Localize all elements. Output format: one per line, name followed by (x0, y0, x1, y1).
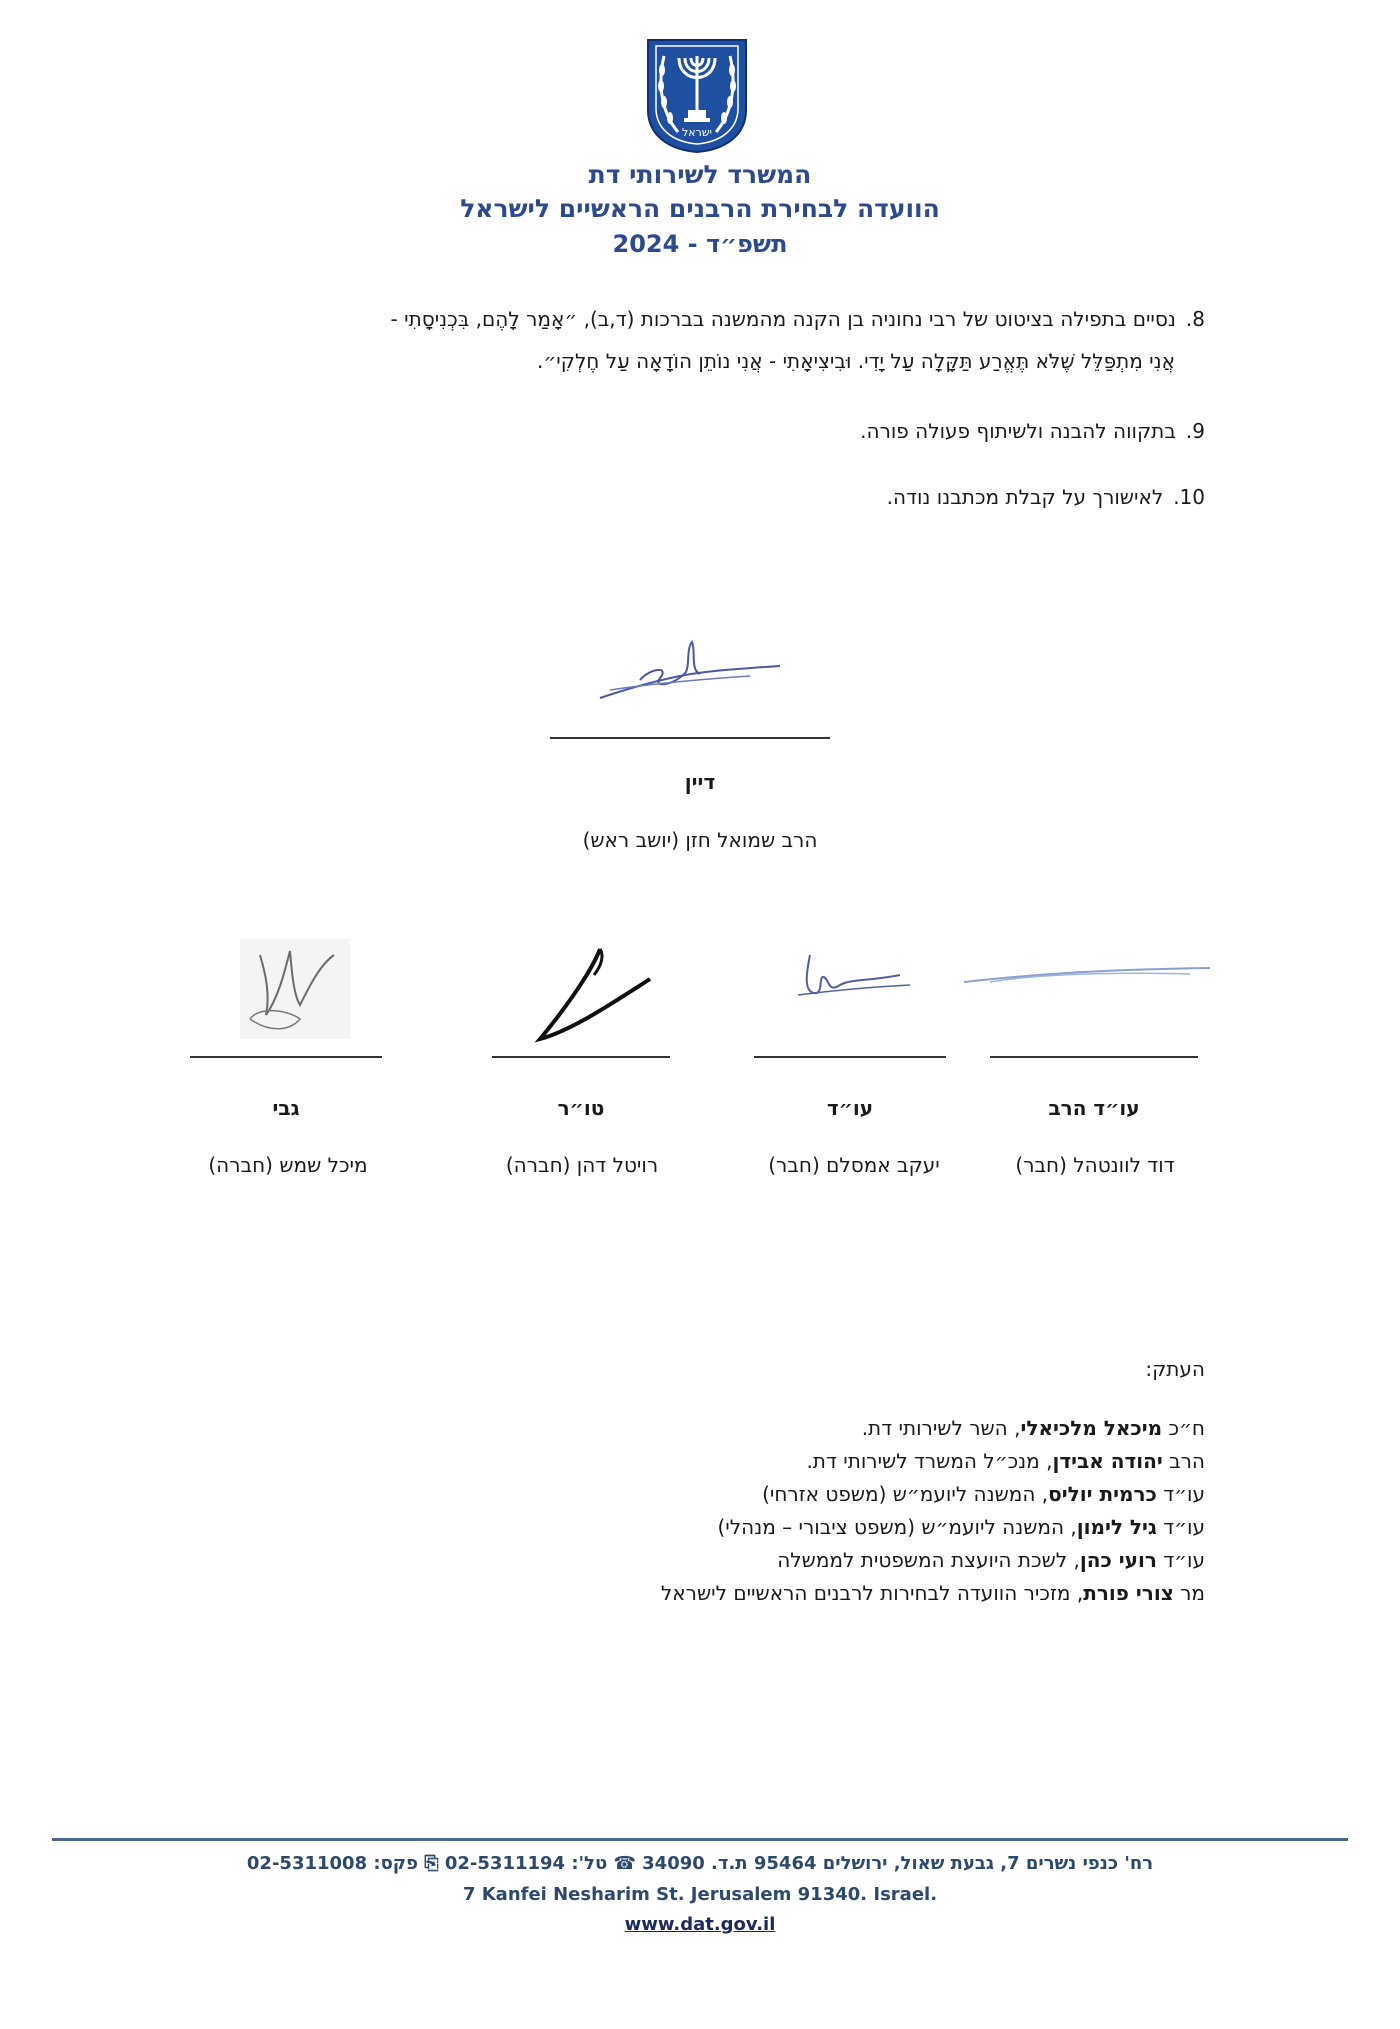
footer-phone: טל': 02-5311194 (444, 1853, 608, 1874)
copy-recipient: עו״ד גיל לימון, המשנה ליועמ״ש (משפט ציבורי – מנהלי) (717, 1515, 1205, 1539)
member-name: דוד לוונטהל (חבר) (1015, 1153, 1175, 1177)
head-signature-line (550, 737, 830, 739)
copy-recipient: הרב יהודה אבידן, מנכ״ל המשרד לשירותי דת. (806, 1449, 1205, 1473)
committee-name: הוועדה לבחירת הרבנים הראשיים לישראל (460, 194, 940, 223)
member-signature-line (754, 1056, 946, 1058)
member-signature-image (230, 935, 360, 1045)
footer-fax: פקס: 02-5311008 (246, 1853, 418, 1874)
member-name: מיכל שמש (חברה) (208, 1153, 368, 1177)
paragraph-number: 9. (1185, 419, 1205, 443)
member-title: עו״ד הרב (1048, 1096, 1140, 1120)
paragraph-8 (175, 298, 1205, 382)
footer-contact-hebrew (100, 1853, 1300, 1874)
emblem-lettering: ישראל (681, 126, 713, 139)
copy-recipient: ח״כ מיכאל מלכיאלי, השר לשירותי דת. (861, 1416, 1205, 1440)
fax-icon: ⎘ (424, 1853, 439, 1874)
paragraph-10 (175, 476, 1205, 518)
copy-recipients-list (305, 1412, 1205, 1610)
member-signature-line (990, 1056, 1198, 1058)
member-name: יעקב אמסלם (חבר) (768, 1153, 940, 1177)
member-signature-line (492, 1056, 670, 1058)
member-signature-image (530, 945, 660, 1045)
footer-divider (52, 1838, 1348, 1841)
paragraph-number: 8. (1185, 307, 1205, 331)
head-signatory-title: דיין (684, 770, 716, 794)
ministry-name: המשרד לשירותי דת (588, 160, 812, 189)
footer-website-link[interactable]: www.dat.gov.il (624, 1914, 776, 1935)
copy-recipient: עו״ד רועי כהן, לשכת היועצת המשפטית לממשלה (777, 1548, 1205, 1572)
member-signature-image (960, 952, 1220, 992)
footer-address-english: 7 Kanfei Nesharim St. Jerusalem 91340. Israel. (462, 1884, 938, 1905)
member-name: רויטל דהן (חברה) (505, 1153, 659, 1177)
paragraph-text-continued: אֲנִי מִתְפַּלֵּל שֶׁלֹּא תֶּאֱרַע תַּקָּלָה עַל יָדִי. וּבִיצִיאָתִי - אֲנִי נוֹתֵן הוֹדָאָה עַל חֶלְקִי״. (537, 349, 1175, 373)
paragraph-number: 10. (1173, 485, 1205, 509)
paragraph-text: נסיים בתפילה בציטוט של רבי נחוניה בן הקנה מהמשנה בברכות (ד,ב), ״אָמַר לָהֶם, בִּכְנִיסָתִי - (390, 307, 1176, 331)
document-year: תשפ״ד - 2024 (612, 230, 788, 258)
footer-address: רח' כנפי נשרים 7, גבעת שאול, ירושלים 95464 ת.ד. 34090 (642, 1853, 1154, 1874)
copy-heading: העתק: (1145, 1357, 1205, 1381)
head-signature-image (590, 630, 790, 710)
phone-icon: ☎ (613, 1853, 636, 1874)
member-signature-image (790, 945, 920, 1005)
member-title: טו״ר (557, 1096, 605, 1120)
copy-recipient: מר צורי פורת, מזכיר הוועדה לבחירות לרבנים הראשיים לישראל (660, 1581, 1205, 1605)
paragraph-text: בתקווה להבנה ולשיתוף פעולה פורה. (860, 419, 1176, 443)
paragraph-text: לאישורך על קבלת מכתבנו נודה. (886, 485, 1164, 509)
head-signatory-name: הרב שמואל חזן (יושב ראש) (582, 828, 818, 852)
copy-recipient: עו״ד כרמית יוליס, המשנה ליועמ״ש (משפט אזרחי) (762, 1482, 1205, 1506)
member-signature-line (190, 1056, 382, 1058)
paragraph-9 (175, 410, 1205, 452)
state-emblem-icon (644, 36, 750, 154)
member-title: עו״ד (826, 1096, 874, 1120)
member-title: גבי (272, 1096, 300, 1120)
